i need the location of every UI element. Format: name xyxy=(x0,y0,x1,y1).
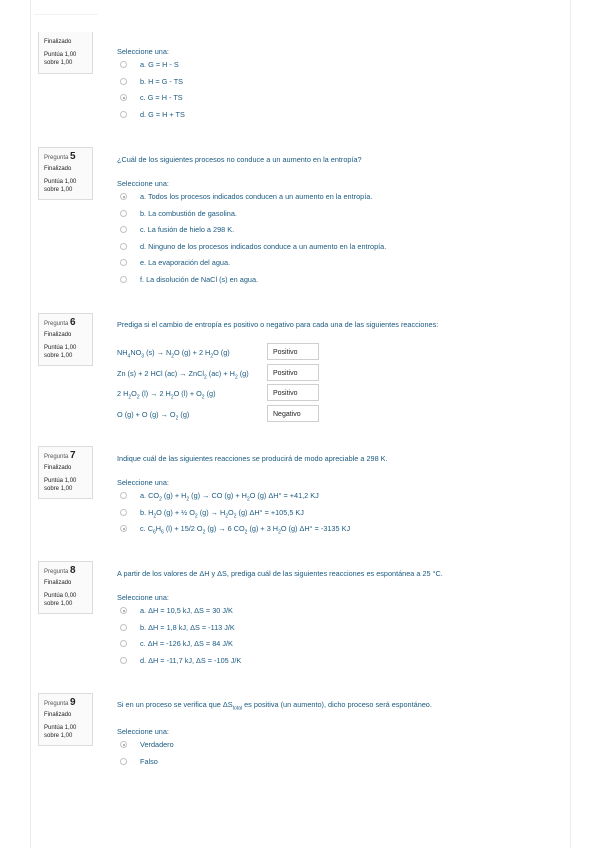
radio-button[interactable] xyxy=(120,657,127,664)
reaction-expression: $NH_4NO_3$ $(s) \to N_2O$ (g) + 2 $H_2O$ (g) xyxy=(117,348,230,360)
radio-button[interactable] xyxy=(120,210,127,217)
radio-button-selected[interactable] xyxy=(120,525,127,532)
question-9 xyxy=(117,700,577,773)
select-one-prompt: Seleccione una: xyxy=(117,478,169,487)
radio-button[interactable] xyxy=(120,61,127,68)
reaction-expression: O (g) + O $(g) \to O_2$ (g) xyxy=(117,409,190,421)
question-number: 7 xyxy=(70,450,76,461)
question-state: Finalizado xyxy=(44,465,72,471)
question-label: Pregunta 9 xyxy=(44,697,76,708)
question-grade: Puntúa 0,00 sobre 1,00 xyxy=(44,593,77,607)
radio-button[interactable] xyxy=(120,640,127,647)
question-text: Si en un proceso se verifica que $\Delta S_{total}$ es positiva (un aumento), dicho proceso será espontáneo. xyxy=(117,700,432,712)
radio-button[interactable] xyxy=(120,624,127,631)
match-table xyxy=(117,343,577,425)
option-f[interactable]: f. La disolución de NaCl (s) en agua. xyxy=(117,275,577,292)
question-8 xyxy=(117,569,577,672)
top-rule xyxy=(34,14,98,15)
option-b[interactable]: b. La combustión de gasolina. xyxy=(117,209,577,226)
radio-button[interactable] xyxy=(120,758,127,765)
question-grade: Puntúa 1,00 sobre 1,00 xyxy=(44,52,77,66)
option-b[interactable]: b. ΔH = 1,8 kJ, ΔS = -113 J/K xyxy=(117,623,577,640)
question-number: 6 xyxy=(70,317,76,328)
match-row xyxy=(117,405,577,426)
radio-button[interactable] xyxy=(120,78,127,85)
question-8-info-box xyxy=(38,561,93,614)
question-9-info-box xyxy=(38,693,93,746)
question-text: Prediga si el cambio de entropía es positivo o negativo para cada una de las siguientes reacciones: xyxy=(117,320,439,329)
page-left-rule xyxy=(30,0,31,848)
radio-button[interactable] xyxy=(120,276,127,283)
option-d[interactable]: d. G = H + TS xyxy=(117,110,577,127)
match-row xyxy=(117,384,577,405)
option-d[interactable]: d. ΔH = -11,7 kJ, ΔS = -105 J/K xyxy=(117,656,577,673)
radio-button[interactable] xyxy=(120,509,127,516)
select-one-prompt: Seleccione una: xyxy=(117,179,169,188)
question-number: 9 xyxy=(70,697,76,708)
question-label: Pregunta 7 xyxy=(44,450,76,461)
question-text: A partir de los valores de ΔH y ΔS, prediga cuál de las siguientes reacciones es espontánea a 25 °C. xyxy=(117,569,443,578)
radio-button[interactable] xyxy=(120,492,127,499)
question-7 xyxy=(117,454,577,541)
radio-button-selected[interactable] xyxy=(120,741,127,748)
match-row xyxy=(117,343,577,364)
match-row xyxy=(117,364,577,385)
question-state: Finalizado xyxy=(44,39,72,45)
question-label: Pregunta 6 xyxy=(44,317,76,328)
select-one-prompt: Seleccione una: xyxy=(117,47,169,56)
question-state: Finalizado xyxy=(44,166,72,172)
option-true[interactable]: Verdadero xyxy=(117,740,577,757)
answer-select[interactable]: Negativo xyxy=(267,405,319,422)
question-5 xyxy=(117,155,577,291)
question-number: 8 xyxy=(70,565,76,576)
radio-button[interactable] xyxy=(120,243,127,250)
reaction-expression: 2 $H_2O_2$ (l) → 2 $H_2O$ $(l) + O_2$ (g) xyxy=(117,389,216,401)
option-c[interactable]: c. $C_6H_6$ (l) + 15/2 $O_2$ (g) → 6 $CO_2$ (g) + 3 $H_2O$ (g) ΔH° = -3135 KJ xyxy=(117,524,577,541)
answer-select[interactable]: Positivo xyxy=(267,384,319,401)
option-false[interactable]: Falso xyxy=(117,757,577,774)
option-a[interactable]: a. Todos los procesos indicados conducen a un aumento en la entropía. xyxy=(117,192,577,209)
option-c[interactable]: c. G = H - TS xyxy=(117,93,577,110)
radio-button[interactable] xyxy=(120,111,127,118)
radio-button-selected[interactable] xyxy=(120,94,127,101)
radio-button-selected[interactable] xyxy=(120,607,127,614)
question-5-info-box xyxy=(38,147,93,200)
question-grade: Puntúa 1,00 sobre 1,00 xyxy=(44,345,77,359)
question-grade: Puntúa 1,00 sobre 1,00 xyxy=(44,725,77,739)
question-6 xyxy=(117,320,577,425)
question-grade: Puntúa 1,00 sobre 1,00 xyxy=(44,179,77,193)
options-list xyxy=(117,60,577,126)
question-state: Finalizado xyxy=(44,332,72,338)
option-e[interactable]: e. La evaporación del agua. xyxy=(117,258,577,275)
option-c[interactable]: c. ΔH = -126 kJ, ΔS = 84 J/K xyxy=(117,639,577,656)
select-one-prompt: Seleccione una: xyxy=(117,593,169,602)
question-number: 5 xyxy=(70,151,76,162)
question-state: Finalizado xyxy=(44,712,72,718)
option-b[interactable]: b. $H_2O$ (g) + ½ $O_2$ $(g) \to H_2O_2$ (g) ΔH° = +105,5 KJ xyxy=(117,508,577,525)
question-text: Indique cuál de las siguientes reacciones se producirá de modo apreciable a 298 K. xyxy=(117,454,388,463)
option-a[interactable]: a. ΔH = 10,5 kJ, ΔS = 30 J/K xyxy=(117,606,577,623)
option-c[interactable]: c. La fusión de hielo a 298 K. xyxy=(117,225,577,242)
option-a[interactable]: a. $CO_2$ $(g) + H_2$ (g) → CO $(g) + H_2O$ (g) ΔH° = +41,2 KJ xyxy=(117,491,577,508)
option-d[interactable]: d. Ninguno de los procesos indicados conduce a un aumento en la entropía. xyxy=(117,242,577,259)
answer-select[interactable]: Positivo xyxy=(267,343,319,360)
option-b[interactable]: b. H = G - TS xyxy=(117,77,577,94)
question-state: Finalizado xyxy=(44,580,72,586)
question-label: Pregunta 8 xyxy=(44,565,76,576)
option-a[interactable]: a. G = H - S xyxy=(117,60,577,77)
question-4-answers xyxy=(117,47,577,126)
question-7-info-box xyxy=(38,446,93,499)
answer-select[interactable]: Positivo xyxy=(267,364,319,381)
question-text: ¿Cuál de los siguientes procesos no conduce a un aumento en la entropía? xyxy=(117,155,362,164)
question-label: Pregunta 5 xyxy=(44,151,76,162)
select-one-prompt: Seleccione una: xyxy=(117,727,169,737)
question-info-box-top xyxy=(38,32,93,74)
radio-button[interactable] xyxy=(120,259,127,266)
question-6-info-box xyxy=(38,313,93,366)
radio-button[interactable] xyxy=(120,226,127,233)
reaction-expression: Zn (s) + 2 HCl (ac) → ZnCl$_2$ $(ac) + H_2$ (g) xyxy=(117,368,249,380)
question-grade: Puntúa 1,00 sobre 1,00 xyxy=(44,478,77,492)
radio-button-selected[interactable] xyxy=(120,193,127,200)
